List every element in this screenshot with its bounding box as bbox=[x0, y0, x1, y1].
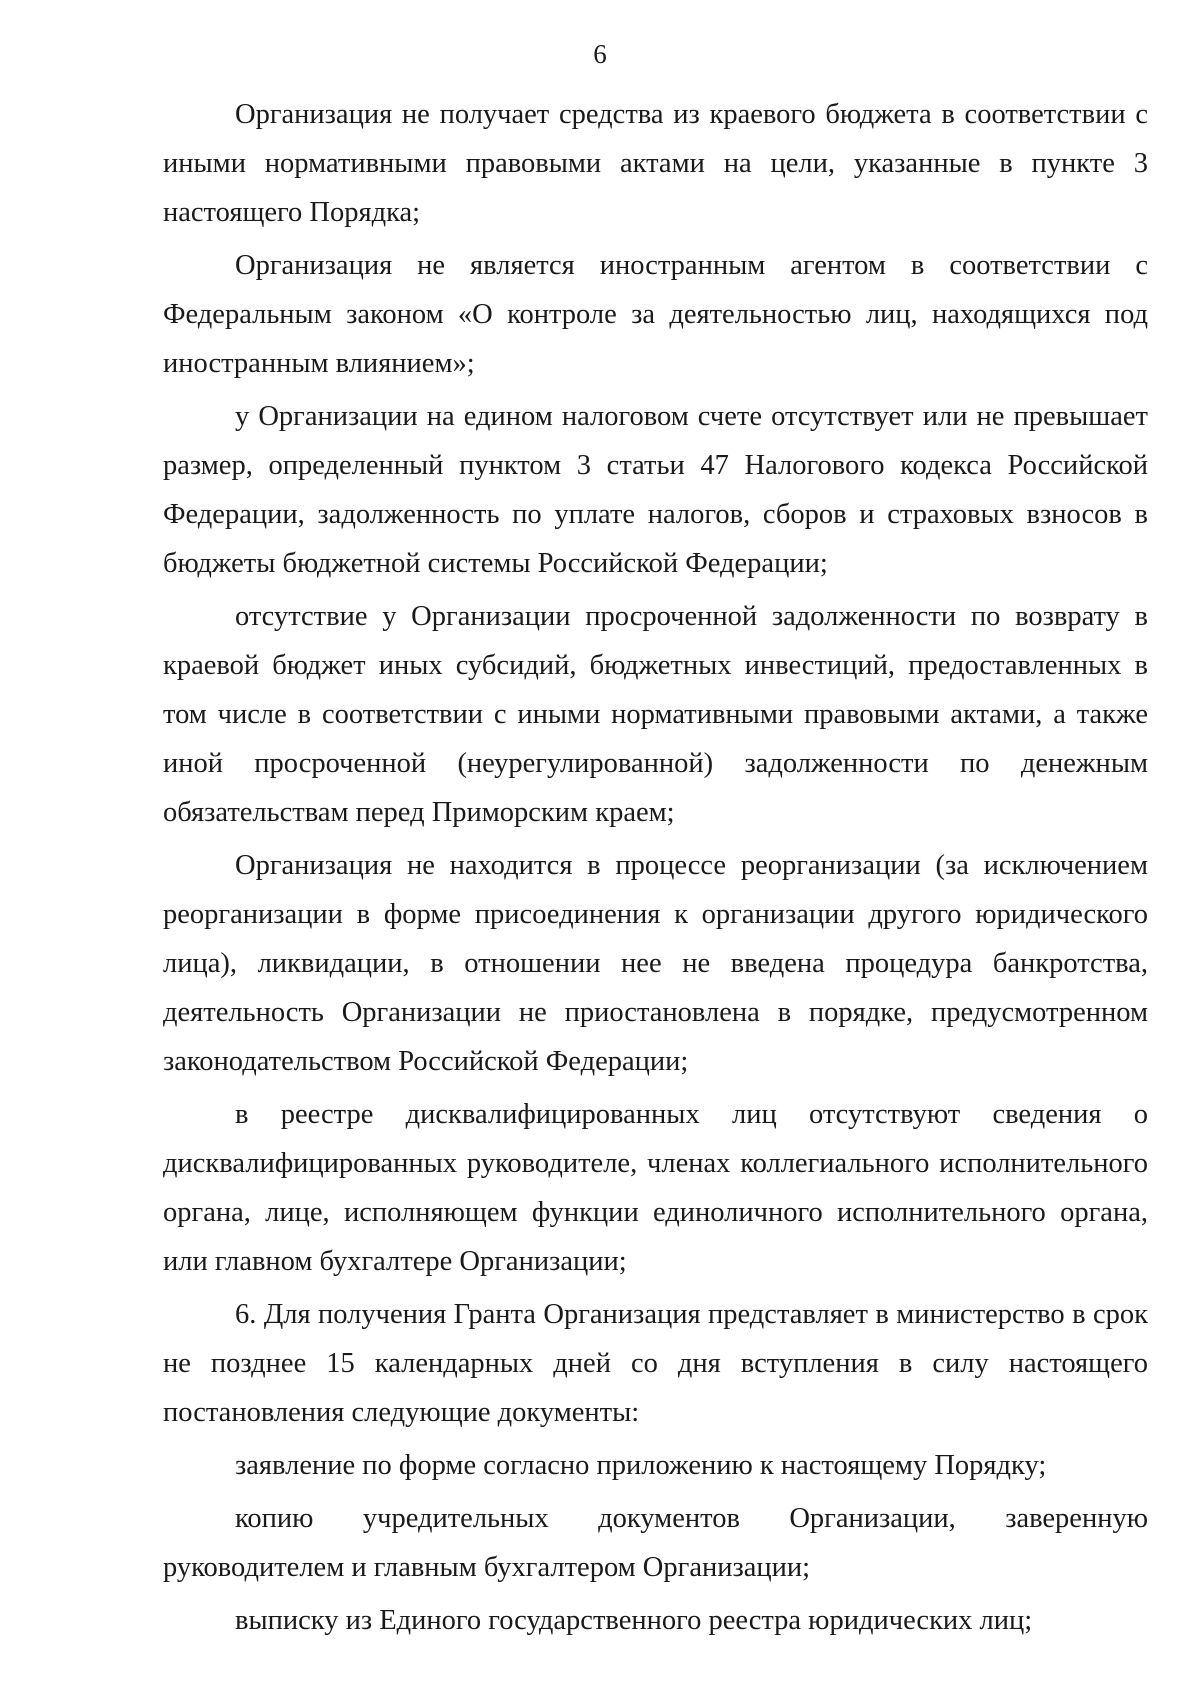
paragraph-grant-documents: 6. Для получения Гранта Организация представляет в министерство в срок не позднее 15 календарных дней со дня вступления в силу настоящего постановления следующие документы: bbox=[163, 1299, 1148, 1428]
page-number: 6 bbox=[593, 39, 607, 69]
paragraph-budget-funds: Организация не получает средства из краевого бюджета в соответствии с иными нормативными правовыми актами на цели, указанные в пункте 3 настоящего Порядка; bbox=[163, 99, 1148, 228]
paragraph-foreign-agent: Организация не является иностранным агентом в соответствии с Федеральным законом «О контроле за деятельностью лиц, находящихся под иностранным влиянием»; bbox=[163, 250, 1148, 379]
paragraph-overdue-debt: отсутствие у Организации просроченной задолженности по возврату в краевой бюджет иных субсидий, бюджетных инвестиций, предоставленных в том числе в соответствии с иными нормативными правовыми актами, а также иной просроченной (неурегулированной) задолженности по денежным обязательствам перед Приморским краем; bbox=[163, 601, 1148, 828]
paragraph-disqualified-persons: в реестре дисквалифицированных лиц отсутствуют сведения о дисквалифицированных руководителе, членах коллегиального исполнительного органа, лице, исполняющем функции единоличного исполнительного органа, или главном бухгалтере Организации; bbox=[163, 1099, 1148, 1277]
paragraph-tax-debt: у Организации на едином налоговом счете отсутствует или не превышает размер, определенный пунктом 3 статьи 47 Налогового кодекса Российской Федерации, задолженность по уплате налогов, сборов и страховых взносов в бюджеты бюджетной системы Российской Федерации; bbox=[163, 401, 1148, 579]
document-body bbox=[163, 90, 1148, 1649]
paragraph-founding-documents: копию учредительных документов Организации, заверенную руководителем и главным бухгалтером Организации; bbox=[163, 1503, 1148, 1583]
paragraph-reorganization: Организация не находится в процессе реорганизации (за исключением реорганизации в форме присоединения к организации другого юридического лица), ликвидации, в отношении нее не введена процедура банкротства, деятельность Организации не приостановлена в порядке, предусмотренном законодательством Российской Федерации; bbox=[163, 850, 1148, 1077]
paragraph-application-form: заявление по форме согласно приложению к настоящему Порядку; bbox=[235, 1450, 1047, 1481]
paragraph-registry-extract: выписку из Единого государственного реестра юридических лиц; bbox=[235, 1605, 1033, 1636]
